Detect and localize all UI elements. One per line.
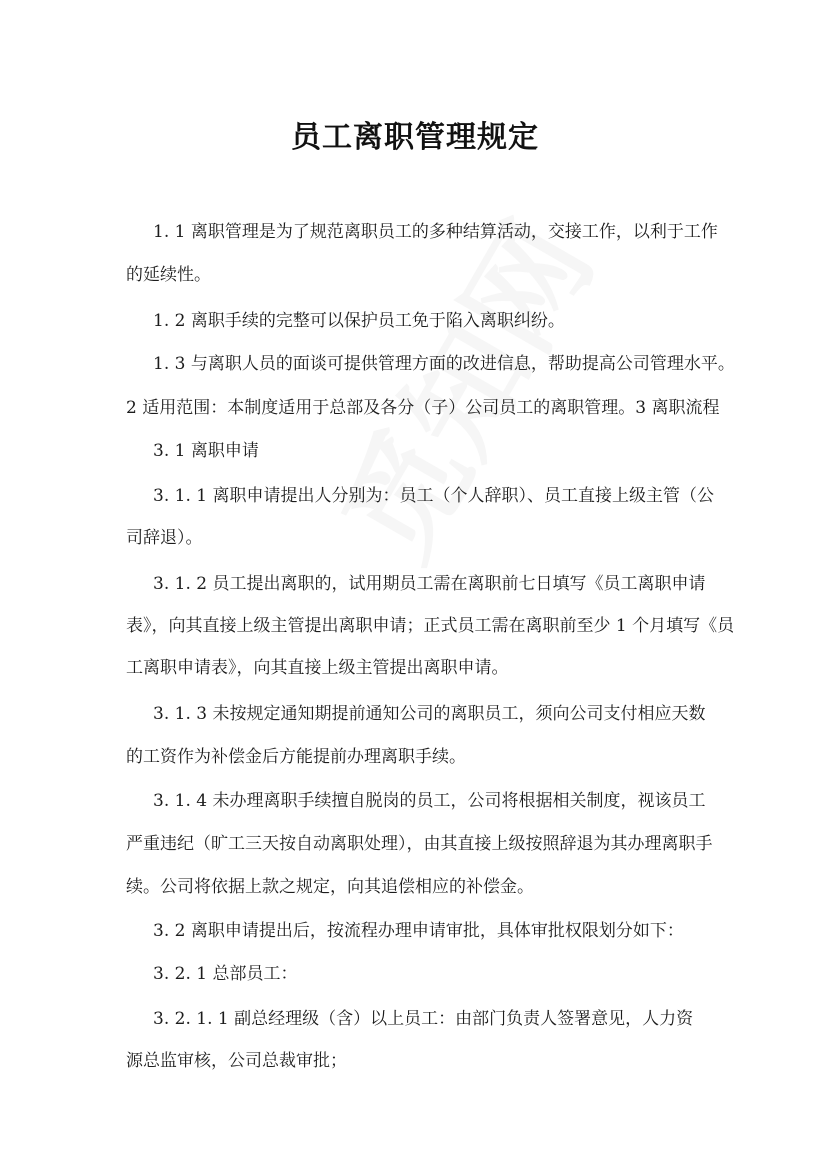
paragraph-line: 严重违纪（旷工三天按自动离职处理），由其直接上级按照辞退为其办理离职手 (126, 834, 713, 854)
paragraph-line: 的延续性。 (126, 265, 211, 285)
paragraph-line: 3. 2 离职申请提出后，按流程办理申请审批，具体审批权限划分如下： (153, 921, 684, 941)
paragraph-line: 的工资作为补偿金后方能提前办理离职手续。 (126, 747, 466, 767)
paragraph-line: 3. 1. 3 未按规定通知期提前通知公司的离职员工，须向公司支付相应天数 (153, 704, 706, 724)
paragraph-line: 1. 3 与离职人员的面谈可提供管理方面的改进信息，帮助提高公司管理水平。 (153, 354, 735, 374)
paragraph-line: 表》，向其直接上级主管提出离职申请；正式员工需在离职前至少 1 个月填写《员 (126, 616, 735, 636)
paragraph-line: 3. 1. 4 未办理离职手续擅自脱岗的员工，公司将根据相关制度，视该员工 (153, 791, 706, 811)
paragraph-line: 工离职申请表》，向其直接上级主管提出离职申请。 (126, 658, 509, 678)
page-title: 员工离职管理规定 (291, 120, 539, 155)
paragraph-line: 3. 2. 1. 1 副总经理级（含）以上员工：由部门负责人签署意见，人力资 (153, 1009, 694, 1029)
paragraph-line: 1. 1 离职管理是为了规范离职员工的多种结算活动，交接工作，以利于工作 (153, 222, 718, 242)
paragraph-line: 3. 1. 1 离职申请提出人分别为：员工（个人辞职）、员工直接上级主管（公 (153, 486, 714, 506)
paragraph-line: 源总监审核，公司总裁审批； (126, 1051, 347, 1071)
paragraph-line: 续。公司将依据上款之规定，向其追偿相应的补偿金。 (126, 877, 534, 897)
paragraph-line: 司辞退）。 (126, 528, 203, 548)
paragraph-line: 3. 2. 1 总部员工： (153, 964, 298, 984)
paragraph-line: 3. 1. 2 员工提出离职的，试用期员工需在离职前七日填写《员工离职申请 (153, 574, 706, 594)
watermark (296, 187, 625, 585)
paragraph-line: 3. 1 离职申请 (153, 441, 259, 461)
paragraph-line: 2 适用范围：本制度适用于总部及各分（子）公司员工的离职管理。3 离职流程 (126, 398, 720, 418)
paragraph-line: 1. 2 离职手续的完整可以保护员工免于陷入离职纠纷。 (153, 311, 565, 331)
